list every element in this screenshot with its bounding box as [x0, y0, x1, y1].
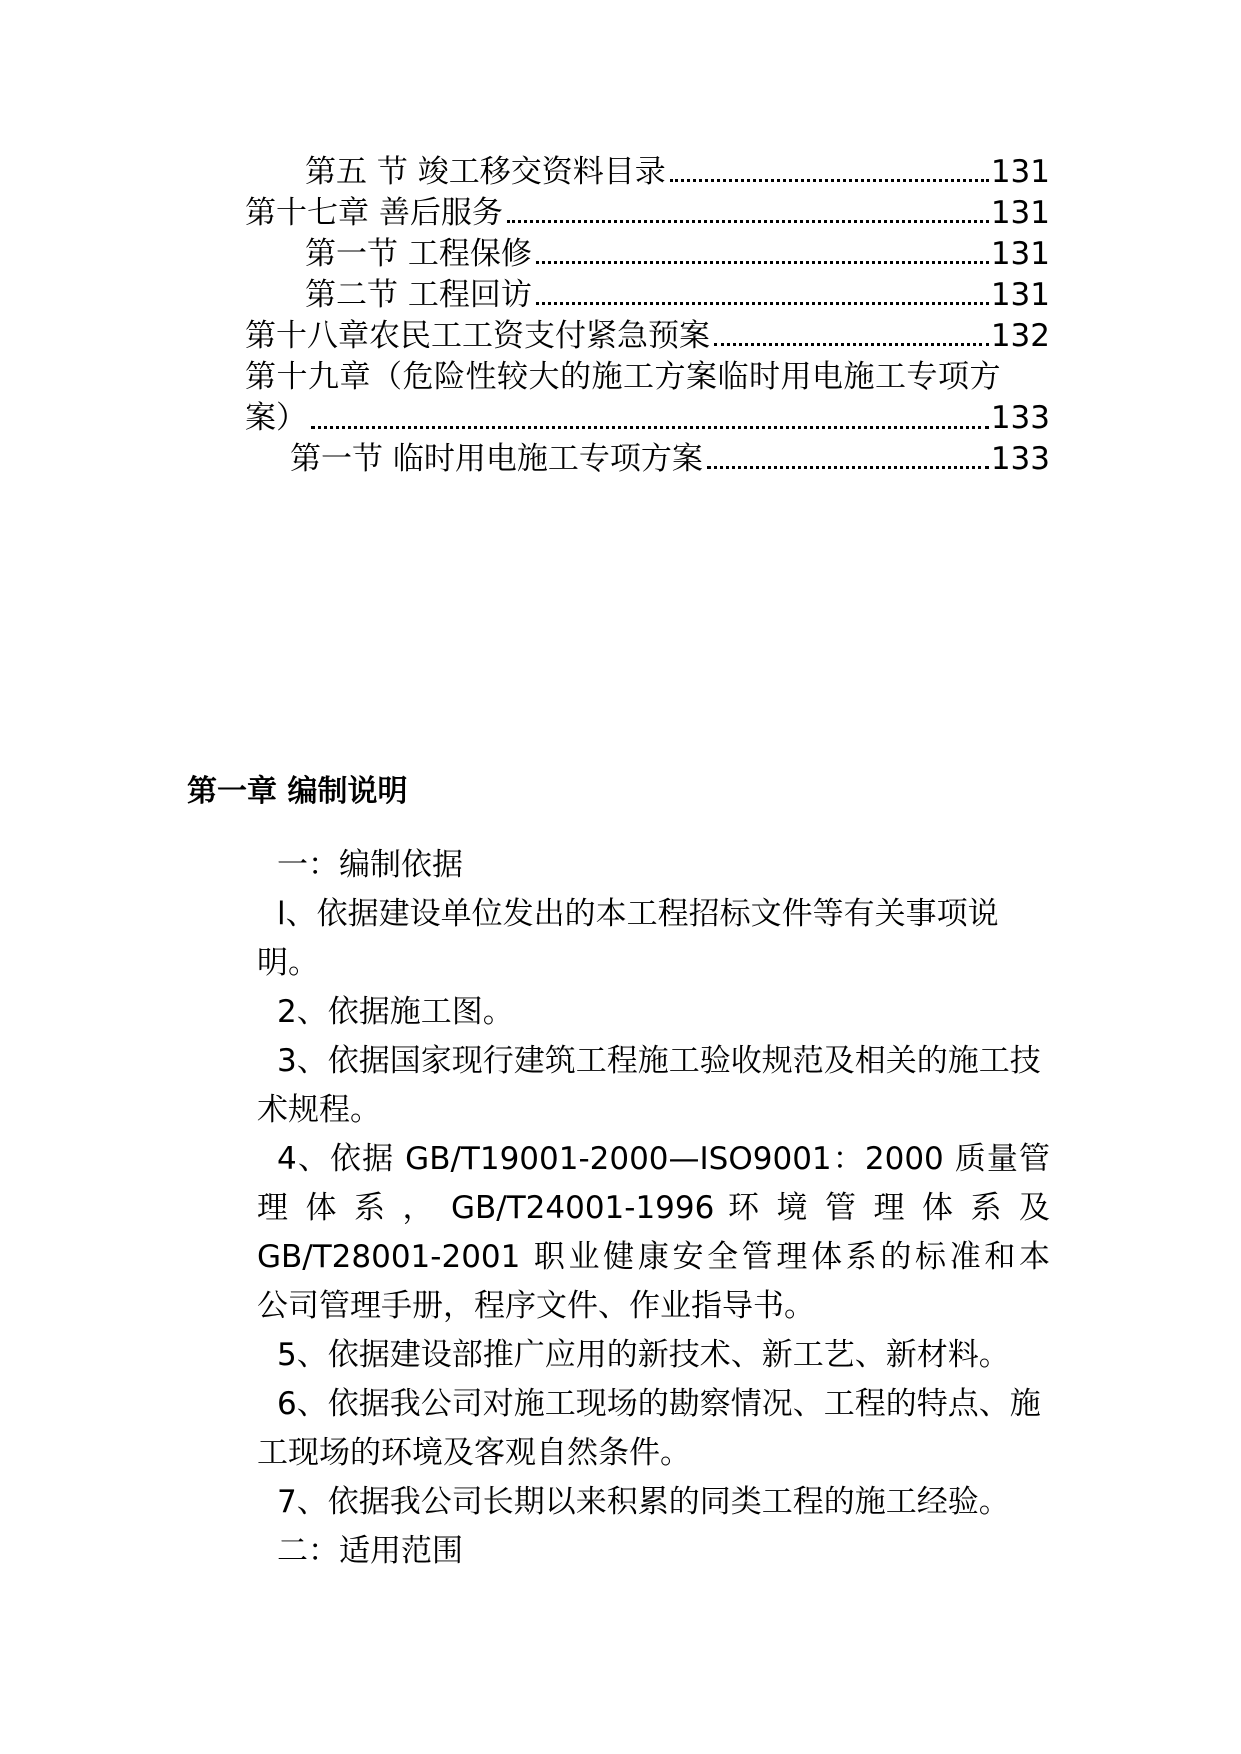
chapter-body: [257, 841, 1050, 1576]
paragraph: 3、依据国家现行建筑工程施工验收规范及相关的施工技术规程。: [257, 1043, 1041, 1128]
toc-leader-dots: [707, 466, 989, 469]
toc-entry[interactable]: [245, 275, 1050, 315]
toc-entry-title: 第十八章农民工工资支付紧急预案: [245, 318, 710, 354]
toc-leader-dots: [536, 302, 989, 305]
chapter-heading: 第一章 编制说明: [187, 774, 408, 809]
toc-entry[interactable]: [245, 316, 1050, 356]
paragraph: 5、依据建设部推广应用的新技术、新工艺、新材料。: [277, 1337, 1010, 1373]
toc-entry[interactable]: [245, 439, 1050, 479]
toc-entry-page: 133: [990, 400, 1050, 436]
paragraph: [257, 1135, 1050, 1331]
paragraph-line: GB/T28001-2001 职业健康安全管理体系的标准和本: [257, 1239, 1050, 1275]
toc-entry-title-continued: 案）: [245, 400, 307, 436]
toc-entry-page: 133: [990, 441, 1050, 477]
toc-leader-dots: [670, 179, 989, 182]
toc-leader-dots: [714, 343, 989, 346]
toc-entry[interactable]: [245, 357, 1050, 439]
section-heading: 二：适用范围: [277, 1533, 463, 1569]
section-heading: 一：编制依据: [277, 847, 463, 883]
paragraph: 2、依据施工图。: [277, 994, 514, 1030]
toc-entry-page: 131: [990, 236, 1050, 272]
toc-entry-title: 第一节 临时用电施工专项方案: [290, 441, 703, 477]
toc-entry-page: 131: [990, 277, 1050, 313]
toc-entry[interactable]: [245, 193, 1050, 233]
paragraph: 7、依据我公司长期以来积累的同类工程的施工经验。: [277, 1484, 1010, 1520]
paragraph-line: 理 体 系 ， GB/T24001-1996 环 境 管 理 体 系 及: [257, 1190, 1050, 1226]
toc-entry[interactable]: [245, 234, 1050, 274]
toc-entry-title: 第二节 工程回访: [305, 277, 532, 313]
toc-entry-title: 第一节 工程保修: [305, 236, 532, 272]
toc-entry-title: 第五 节 竣工移交资料目录: [305, 154, 666, 190]
toc-entry-title: 第十九章（危险性较大的施工方案临时用电施工专项方: [245, 359, 1001, 395]
toc-entry-page: 131: [990, 154, 1050, 190]
toc-leader-dots: [507, 220, 989, 223]
toc-leader-dots: [536, 261, 989, 264]
toc-entry-page: 131: [990, 195, 1050, 231]
paragraph-line: 公司管理手册，程序文件、作业指导书。: [257, 1288, 815, 1324]
toc-entry-page: 132: [990, 318, 1050, 354]
paragraph: 6、依据我公司对施工现场的勘察情况、工程的特点、施工现场的环境及客观自然条件。: [257, 1386, 1041, 1471]
paragraph-line: 4、依据 GB/T19001-2000—ISO9001：2000 质量管: [277, 1141, 1050, 1177]
paragraph: l、依据建设单位发出的本工程招标文件等有关事项说明。: [257, 896, 999, 981]
toc-entry-title: 第十七章 善后服务: [245, 195, 503, 231]
toc-leader-dots: [311, 426, 989, 429]
toc-entry[interactable]: [245, 152, 1050, 192]
